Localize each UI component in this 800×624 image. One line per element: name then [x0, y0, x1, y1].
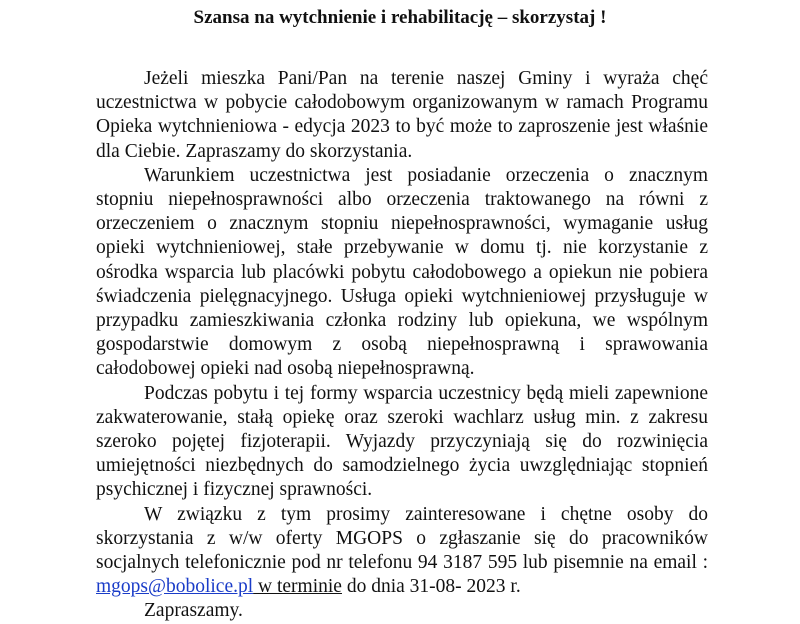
closing-text: Zapraszamy. — [144, 600, 243, 622]
contact-text-after: do dnia 31-08- 2023 r. — [341, 576, 521, 598]
paragraph-invitation: Jeżeli mieszka Pani/Pan na terenie naszej Gminy i wyraża chęć uczestnictwa w pobycie całodobowym organizowanym w ramach Programu Opieka wytchnieniowa - edycja 2023 to być może to zaproszenie jest właśnie dla Ciebie. Zapraszamy do skorzystania. — [96, 68, 708, 162]
email-link[interactable]: mgops@bobolice.pl — [96, 576, 254, 598]
paragraph-contact — [96, 503, 708, 600]
document-title: Szansa na wytchnienie i rehabilitację – skorzystaj ! — [193, 7, 607, 28]
paragraph-benefits: Podczas pobytu i tej formy wsparcia uczestnicy będą mieli zapewnione zakwaterowanie, stałą opiekę oraz szeroki wachlarz usług min. z zakresu szeroko pojętej fizjoterapii. Wyjazdy przyczyniają się do rozwinięcia umiejętności niezbędnych do samodzielnego życia uwzględniając stopnień psychicznej i fizycznej sprawności. — [96, 382, 708, 501]
contact-text-before: W związku z tym prosimy zainteresowane i chętne osoby do skorzystania z w/w oferty MGOPS o zgłaszanie się do pracowników socjalnych telefonicznie pod nr telefonu 94 3187 595 lub pisemnie na email : — [96, 503, 708, 574]
contact-text-middle: w terminie — [253, 576, 342, 598]
paragraph-conditions: Warunkiem uczestnictwa jest posiadanie orzeczenia o znacznym stopniu niepełnosprawności albo orzeczenia traktowanego na równi z orzeczeniem o znacznym stopniu niepełnosprawności, wymaganie usług opieki wytchnieniowej, stałe przebywanie w domu tj. nie korzystanie z ośrodka wsparcia lub placówki pobytu całodobowego a opiekun nie pobiera świadczenia pielęgnacyjnego. Usługa opieki wytchnieniowej przysługuje w przypadku zamieszkiwania członka rodziny lub opiekuna, we wspólnym gospodarstwie domowym z osobą niepełnosprawną i sprawowania całodobowej opieki nad osobą niepełnosprawną. — [96, 164, 708, 380]
document-body — [96, 67, 708, 624]
